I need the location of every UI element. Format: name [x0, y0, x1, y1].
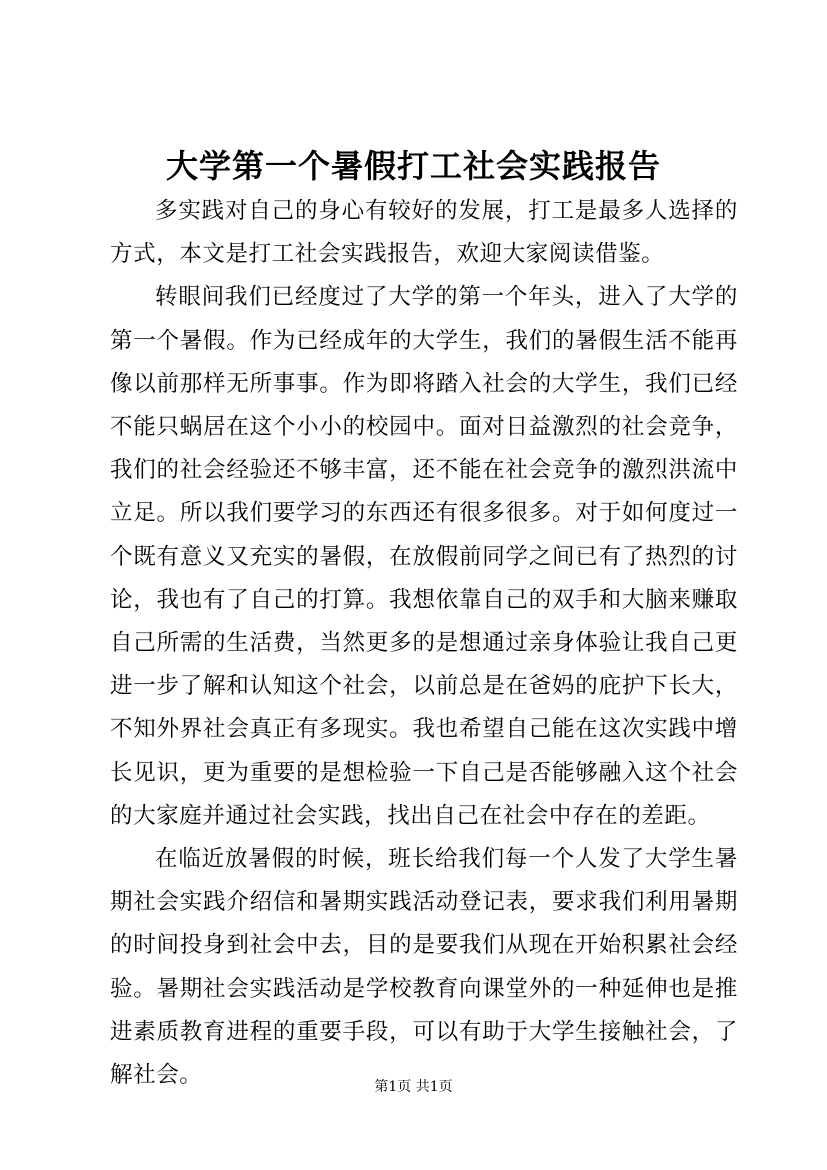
page-title: 大学第一个暑假打工社会实践报告 — [165, 147, 661, 185]
paragraph-main: 转眼间我们已经度过了大学的第一个年头，进入了大学的第一个暑假。作为已经成年的大学生，我们的暑假生活不能再像以前那样无所事事。作为即将踏入社会的大学生，我们已经不能只蜗居在这个小小的校园中。面对日益激烈的社会竞争，我们的社会经验还不够丰富，还不能在社会竞争的激烈洪流中立足。所以我们要学习的东西还有很多很多。对于如何度过一个既有意义又充实的暑假，在放假前同学之间已有了热烈的讨论，我也有了自己的打算。我想依靠自己的双手和大脑来赚取自己所需的生活费，当然更多的是想通过亲身体验让我自己更进一步了解和认知这个社会，以前总是在爸妈的庇护下长大，不知外界社会真正有多现实。我也希望自己能在这次实践中增长见识，更为重要的是想检验一下自己是否能够融入这个社会的大家庭并通过社会实践，找出自己在社会中存在的差距。 — [110, 284, 738, 829]
page-number-footer: 第1页 共1页 — [374, 1079, 453, 1095]
document-body — [110, 190, 738, 1097]
paragraph-intro: 多实践对自己的身心有较好的发展，打工是最多人选择的方式，本文是打工社会实践报告，欢迎大家阅读借鉴。 — [110, 198, 738, 268]
paragraph-practice: 在临近放暑假的时候，班长给我们每一个人发了大学生暑期社会实践介绍信和暑期实践活动登记表，要求我们利用暑期的时间投身到社会中去，目的是要我们从现在开始积累社会经验。暑期社会实践活动是学校教育向课堂外的一种延伸也是推进素质教育进程的重要手段，可以有助于大学生接触社会，了解社会。 — [110, 846, 738, 1089]
